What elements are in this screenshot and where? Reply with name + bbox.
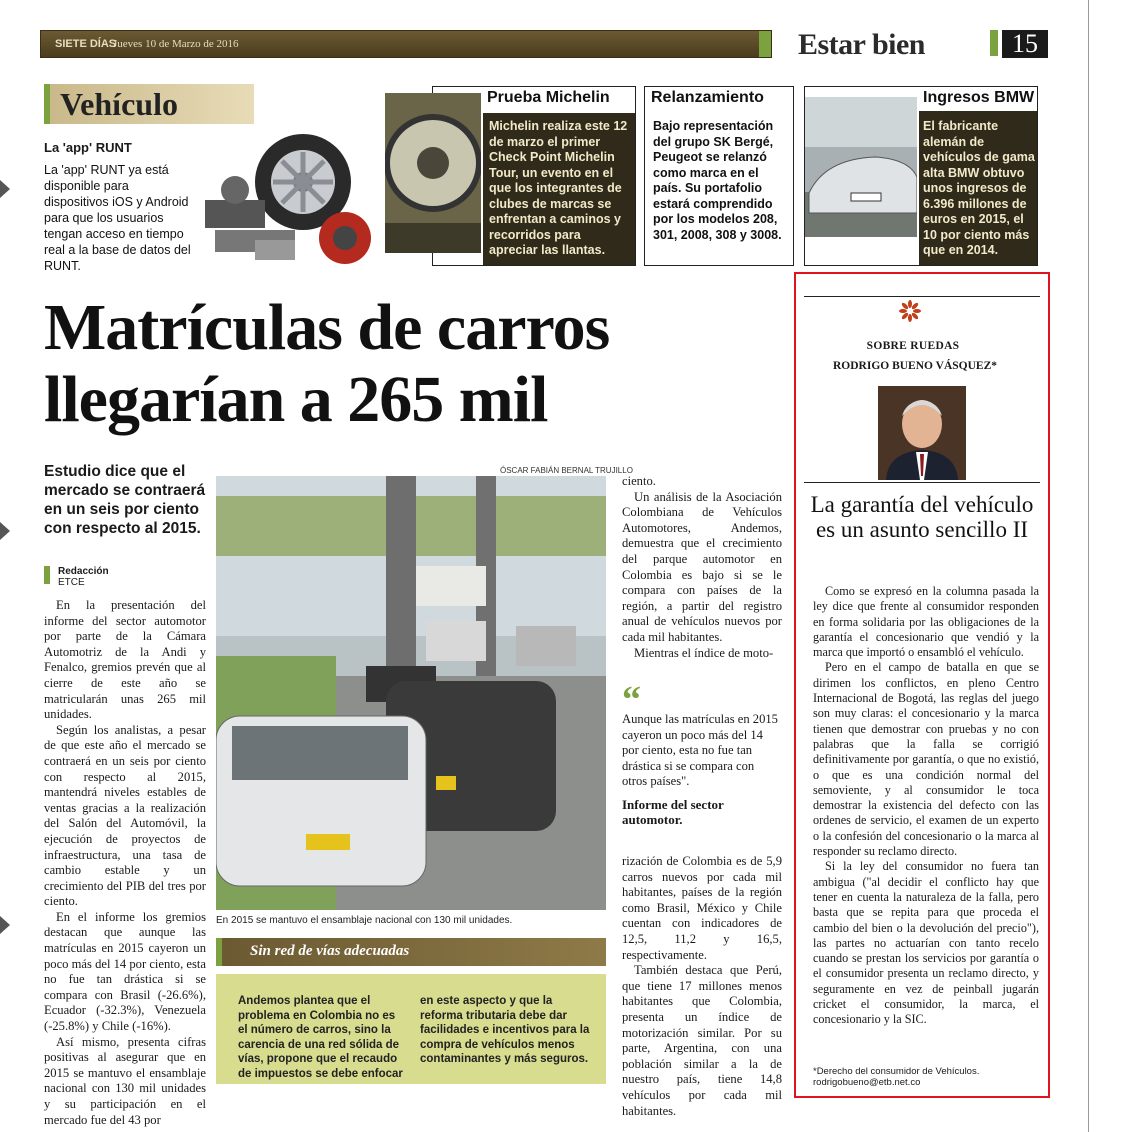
pull-quote: Aunque las matrículas en 2015 cayeron un poco más del 14 por ciento, esta no fue tan drástica si se compara con otros países".	[622, 712, 778, 789]
paragraph: En el informe los gremios destacan que aunque las matrículas en 2015 cayeron un poco más del 14 por ciento, esta no fue tan drástica si se compara con Brasil (-26.6%), Ecuador (-32.3%), Venezuela (-25.8%) y Chile (-16%).	[44, 909, 206, 1034]
box-relanzamiento	[644, 86, 794, 266]
sidebar-heading-text: Sin red de vías adecuadas	[250, 943, 410, 959]
header-accent	[759, 31, 771, 57]
vehiculo-heading	[44, 84, 254, 124]
page-accent	[990, 30, 998, 56]
author-note: *Derecho del consumidor de Vehículos.	[813, 1066, 980, 1077]
byline-name: ETCE	[58, 577, 85, 588]
brand: SIETE DÍAS	[55, 38, 117, 50]
michelin-image	[385, 93, 481, 253]
headline-line-1: Matrículas de carros	[44, 291, 610, 364]
article-column-3b	[622, 854, 782, 1119]
quote-mark-icon: “	[622, 679, 641, 721]
section-title: Estar bien	[798, 28, 925, 61]
subhead: Estudio dice que el mercado se contraerá en un seis por ciento con respecto al 2015.	[44, 463, 206, 537]
sidebar-heading	[216, 938, 606, 966]
column-footnote	[813, 1066, 1039, 1088]
page-number: 15	[1002, 30, 1048, 58]
paragraph: Así mismo, presenta cifras positivas al asegurar que en 2015 se mantuvo el ensamblaje nacional con 130 mil unidades y su participación en el mercado fue del 43 por	[44, 1034, 206, 1127]
box-michelin-body: Michelin realiza este 12 de marzo el primer Check Point Michelin Tour, un evento en el que los integrantes de clubes de marcas se enfrentan a caminos y recorridos para apreciar las llantas.	[489, 119, 628, 257]
photo-credit: ÓSCAR FABIÁN BERNAL TRUJILLO	[500, 466, 633, 475]
headline-line-2: llegarían a 265 mil	[44, 363, 548, 436]
margin-arrow	[0, 522, 10, 540]
page-edge	[1088, 0, 1089, 1132]
tires-image	[195, 120, 385, 268]
column-author: RODRIGO BUENO VÁSQUEZ*	[832, 360, 997, 372]
paragraph: ciento.	[622, 474, 656, 488]
paragraph: Pero en el campo de batalla en que se dirimen los conflictos, en pleno Centro Internacional de Bogotá, las reglas del juego son muy claras: el concesionario y la marca tienen que demostrar con pruebas y no con palabras que la falla se corrigió definitivamente por garantía, o que no existió, o que es una condición normal del semoviente, y al consumidor le toca demostrar la existencia del defecto con las ordenes de servicio, el examen de un experto o la confesión del concesionario o la marca al responder su reclamo directo.	[813, 660, 1039, 859]
header-bar	[40, 30, 772, 58]
app-body: La 'app' RUNT ya está disponible para dispositivos iOS y Android para que los usuarios tengan acceso en tiempo real a la base de datos del RUNT.	[44, 163, 191, 273]
divider	[804, 296, 1040, 297]
date: Jueves 10 de Marzo de 2016	[113, 38, 239, 50]
headline	[44, 292, 764, 436]
author-email: rodrigobueno@etb.net.co	[813, 1077, 921, 1088]
paragraph: También destaca que Perú, que tiene 17 millones menos habitantes que Colombia, presenta un índice de motorización similar. Por su parte, Argentina, con una población similar a la de nuestro país, tiene 14,8 vehículos por cada mil habitantes.	[622, 963, 782, 1118]
pull-quote-source: Informe del sector automotor.	[622, 797, 724, 827]
box-bmw-title: Ingresos BMW	[923, 89, 1035, 106]
margin-arrow	[0, 180, 10, 198]
paragraph: En la presentación del informe del sector automotor por parte de la Cámara Automotriz de la Andi y Fenalco, gremios prevén que al cierre de este año se matricularán unas 265 mil unidades.	[44, 598, 206, 722]
traffic-photo	[216, 476, 606, 910]
paragraph: Mientras el índice de moto-	[634, 645, 774, 660]
box-relanzamiento-body: Bajo representación del grupo SK Bergé, Peugeot se relanzó como marca en el país. Su portafolio estará comprendido por los modelos 208, 301, 2008, 308 y 3008.	[653, 119, 782, 242]
box-michelin	[432, 86, 636, 266]
box-bmw	[804, 86, 1038, 266]
paragraph: Según los analistas, a pesar de que este año el mercado se contraerá en un seis por ciento con respecto al 2015, mantendrá niveles estables de ventas gracias a la realización del Salón del Automóvil, la ejecución de proyectos de infraestructura, una tasa de cambio estable y un crecimiento del PIB del tres por ciento.	[44, 722, 206, 909]
box-bmw-body: El fabricante alemán de vehículos de gama alta BMW obtuvo unos ingresos de 6.396 millones de euros en 2015, el 10 por ciento más que en 2014.	[923, 119, 1035, 257]
paragraph: rización de Colombia es de 5,9 carros nuevos por cada mil habitantes, países de la región como Brasil, México y Chile cuentan con indicadores de 12,5, 11,2 y 16,5, respectivamente.	[622, 854, 782, 962]
photo-caption: En 2015 se mantuvo el ensamblaje nacional con 130 mil unidades.	[216, 915, 513, 926]
paragraph: Como se expresó en la columna pasada la ley dice que frente al consumidor responden en forma solidaria por las obligaciones de la garantía el concesionario que vendió y la marca que importó o ensambló el vehículo.	[813, 584, 1039, 660]
article-column-1	[44, 598, 206, 1128]
bmw-image	[805, 97, 917, 237]
byline-role: Redacción	[58, 566, 109, 577]
article-column-3a	[622, 474, 782, 661]
margin-arrow	[0, 916, 10, 934]
paragraph: Si la ley del consumidor no fuera tan ambigua ("al decidir el conflicto hay que tener en cuenta la naturaleza de la falla, pero basta que se repita para que proceda el cambio del bien o la devolución del precio"), las partes no actuarían con tanto recelo cuando se prestan los servicios por garantía o el consumidor presenta un reclamo directo, y seguramente en vez de peinball jugarán cricket el consumidor, la marca, el concesionario y la SIC.	[813, 859, 1039, 1027]
sidebar-left-text: Andemos plantea que el problema en Colombia no es el número de carros, sino la carencia de una red sólida de vías, propone que el recaudo de impuestos se debe enfocar	[238, 995, 403, 1080]
app-title: La 'app' RUNT	[44, 140, 132, 155]
flower-icon	[899, 300, 921, 322]
sidebar-right-text: en este aspecto y que la reforma tributaria debe dar facilidades e incentivos para la compra de vehículos menos contaminantes y más seguros.	[420, 995, 590, 1065]
divider	[804, 482, 1040, 483]
column-name: SOBRE RUEDAS	[866, 340, 960, 352]
column-title: La garantía del vehículo es un asunto sencillo II	[810, 492, 1034, 542]
author-portrait	[878, 386, 966, 480]
box-relanzamiento-title: Relanzamiento	[651, 89, 764, 106]
byline-accent	[44, 566, 50, 584]
box-michelin-title: Prueba Michelin	[487, 89, 610, 106]
paragraph: Un análisis de la Asociación Colombiana de Vehículos Automotores, Andemos, demuestra que el crecimiento del parque automotor en Colombia es bajo si se le compara con países de la región, a partir del registro anual de vehículos nuevos por cada mil habitantes.	[622, 489, 782, 644]
vehiculo-heading-text: Vehículo	[60, 86, 178, 122]
column-body	[813, 584, 1039, 1028]
